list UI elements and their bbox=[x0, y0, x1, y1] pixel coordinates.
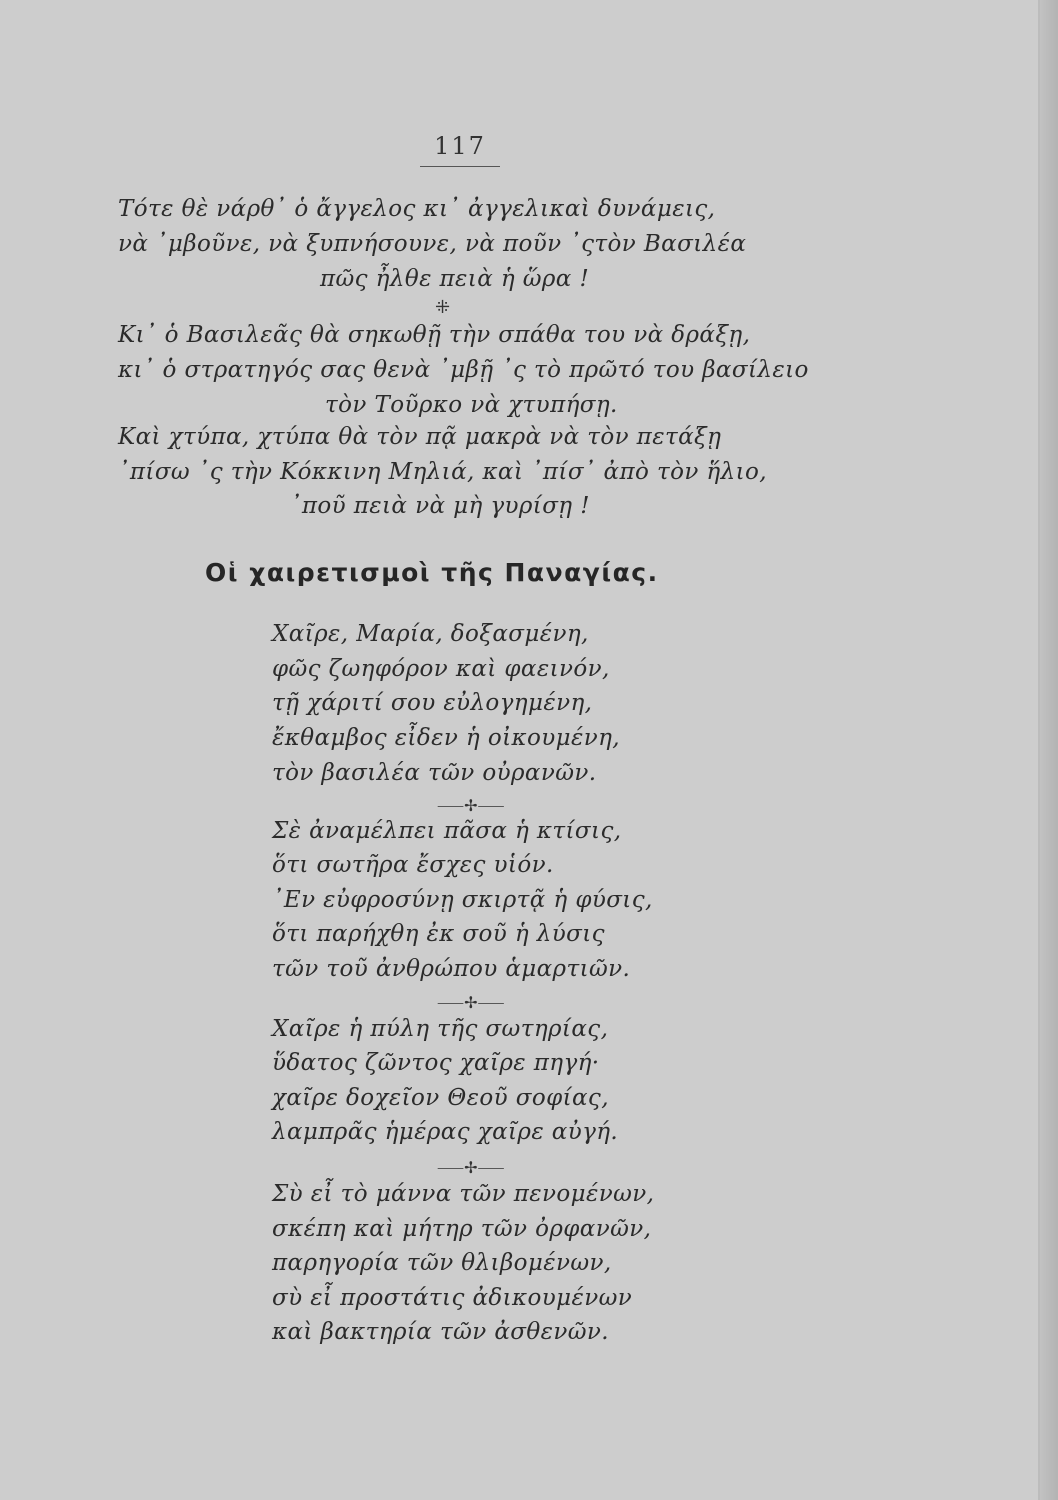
poem-line: νὰ ᾽μβοῦνε, νὰ ξυπνήσουνε, νὰ ποῦν ᾽ςτὸν Βασιλέα bbox=[118, 231, 747, 257]
hymn-line: ὅτι παρήχθη ἐκ σοῦ ἡ λύσις bbox=[272, 921, 605, 947]
poem-line: Καὶ χτύπα, χτύπα θὰ τὸν πᾷ μακρὰ νὰ τὸν πετάξῃ bbox=[118, 424, 722, 450]
hymn-line: σκέπη καὶ μήτηρ τῶν ὀρφανῶν, bbox=[272, 1216, 652, 1242]
hymn-line: παρηγορία τῶν θλιβομένων, bbox=[272, 1250, 612, 1276]
hymn-line: ὕδατος ζῶντος χαῖρε πηγή· bbox=[272, 1050, 600, 1076]
hymn-line: τῶν τοῦ ἀνθρώπου ἁμαρτιῶν. bbox=[272, 956, 631, 982]
hymn-line: ἔκθαμβος εἶδεν ἡ οἰκουμένη, bbox=[272, 725, 620, 751]
poem-line: πῶς ἦλθε πειὰ ἡ ὥρα ! bbox=[320, 266, 590, 292]
hymn-line: ᾽Εν εὐφροσύνῃ σκιρτᾷ ἡ φύσις, bbox=[272, 887, 653, 913]
hymn-line: Χαῖρε ἡ πύλη τῆς σωτηρίας, bbox=[272, 1016, 609, 1042]
poem-line: ᾽ποῦ πειὰ νὰ μὴ γυρίσῃ ! bbox=[290, 493, 590, 519]
stanza-divider: ⸺✢⸺ bbox=[437, 1158, 505, 1177]
star-ornament: ⁜ bbox=[435, 297, 451, 318]
stanza-divider: ⸺✢⸺ bbox=[437, 796, 505, 815]
page-edge bbox=[1038, 0, 1058, 1500]
hymn-line: τὸν βασιλέα τῶν οὐρανῶν. bbox=[272, 760, 597, 786]
hymn-line: λαμπρᾶς ἡμέρας χαῖρε αὐγή. bbox=[272, 1119, 619, 1145]
hymn-line: φῶς ζωηφόρον καὶ φαεινόν, bbox=[272, 656, 610, 682]
page-number: 117 bbox=[434, 132, 486, 160]
stanza-divider: ⸺✢⸺ bbox=[437, 993, 505, 1012]
poem-line: τὸν Τοῦρκο νὰ χτυπήσῃ. bbox=[325, 392, 618, 418]
poem-line: Κι᾽ ὁ Βασιλεᾶς θὰ σηκωθῇ τὴν σπάθα του νὰ δράξῃ, bbox=[118, 322, 751, 348]
poem-line: κι᾽ ὁ στρατηγός σας θενὰ ᾽μβῇ ᾽ς τὸ πρῶτό του βασίλειο bbox=[118, 357, 809, 383]
hymn-line: καὶ βακτηρία τῶν ἀσθενῶν. bbox=[272, 1319, 609, 1345]
hymn-line: Χαῖρε, Μαρία, δοξασμένη, bbox=[272, 621, 589, 647]
hymn-line: χαῖρε δοχεῖον Θεοῦ σοφίας, bbox=[272, 1085, 609, 1111]
hymn-line: Σὲ ἀναμέλπει πᾶσα ἡ κτίσις, bbox=[272, 818, 622, 844]
section-heading: Οἱ χαιρετισμοὶ τῆς Παναγίας. bbox=[205, 558, 659, 587]
hymn-line: ὅτι σωτῆρα ἔσχες υἱόν. bbox=[272, 852, 554, 878]
hymn-line: σὺ εἶ προστάτις ἀδικουμένων bbox=[272, 1285, 633, 1311]
hymn-line: Σὺ εἶ τὸ μάννα τῶν πενομένων, bbox=[272, 1181, 655, 1207]
poem-line: ᾽πίσω ᾽ς τὴν Κόκκινη Μηλιά, καὶ ᾽πίσ᾽ ἀπὸ τὸν ἥλιο, bbox=[118, 459, 767, 485]
hymn-line: τῇ χάριτί σου εὐλογημένη, bbox=[272, 690, 593, 716]
poem-line: Τότε θὲ νάρθ᾽ ὁ ἄγγελος κι᾽ ἀγγελικαὶ δυνάμεις, bbox=[118, 196, 716, 222]
page-number-rule bbox=[420, 166, 500, 167]
